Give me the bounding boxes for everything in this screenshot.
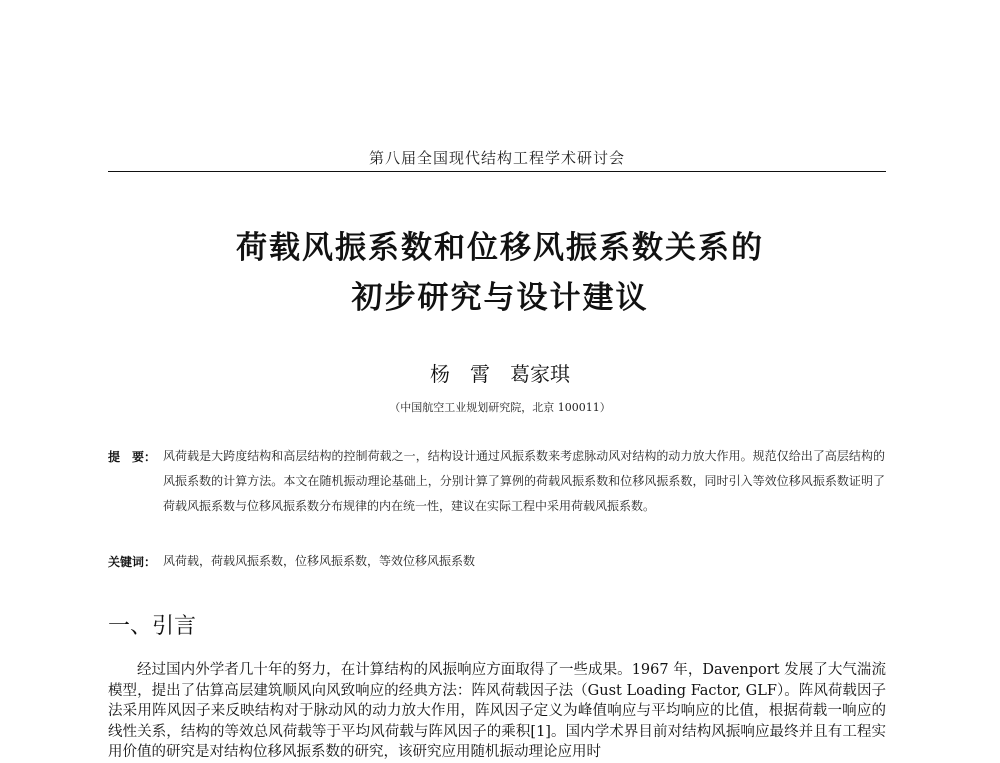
keywords-text: 风荷载，荷载风振系数，位移风振系数，等效位移风振系数 bbox=[163, 554, 476, 568]
paper-title-line-1: 荷载风振系数和位移风振系数关系的 bbox=[236, 230, 764, 266]
conference-header: 第八届全国现代结构工程学术研讨会 bbox=[368, 149, 625, 167]
authors: 杨 霄 葛家琪 bbox=[430, 362, 570, 386]
abstract-label: 提 要： bbox=[108, 450, 157, 464]
header-rule bbox=[108, 171, 886, 172]
section-heading-introduction: 一、引言 bbox=[108, 614, 197, 639]
introduction-paragraph: 经过国内外学者几十年的努力，在计算结构的风振响应方面取得了一些成果。1967 年，Davenport 发展了大气湍流模型，提出了估算高层建筑顺风向风致响应的经典方法：阵风荷载因子法（Gust Loading Factor, GLF）。阵风荷载因子法采用阵风因子来反映结构对于脉动风的动力放大作用，阵风因子定义为峰值响应与平均响应的比值，根据荷载一响应的线性关系，结构的等效总风荷载等于平均风荷载与阵风因子的乘积[1]。国内学术界目前对结构风振响应最终并且有工程实用价值的研究是对结构位移风振系数的研究，该研究应用随机振动理论应用时 bbox=[108, 662, 886, 760]
paper-title-line-2: 初步研究与设计建议 bbox=[351, 280, 649, 316]
abstract-text: 风荷载是大跨度结构和高层结构的控制荷载之一，结构设计通过风振系数来考虑脉动风对结构的动力放大作用。规范仅给出了高层结构的风振系数的计算方法。本文在随机振动理论基础上，分别计算了算例的荷载风振系数和位移风振系数，同时引入等效位移风振系数证明了荷载风振系数与位移风振系数分布规律的内在统一性，建议在实际工程中采用荷载风振系数。 bbox=[163, 449, 885, 513]
keywords-label: 关键词： bbox=[108, 555, 157, 569]
affiliation: （中国航空工业规划研究院，北京 100011） bbox=[389, 401, 611, 414]
